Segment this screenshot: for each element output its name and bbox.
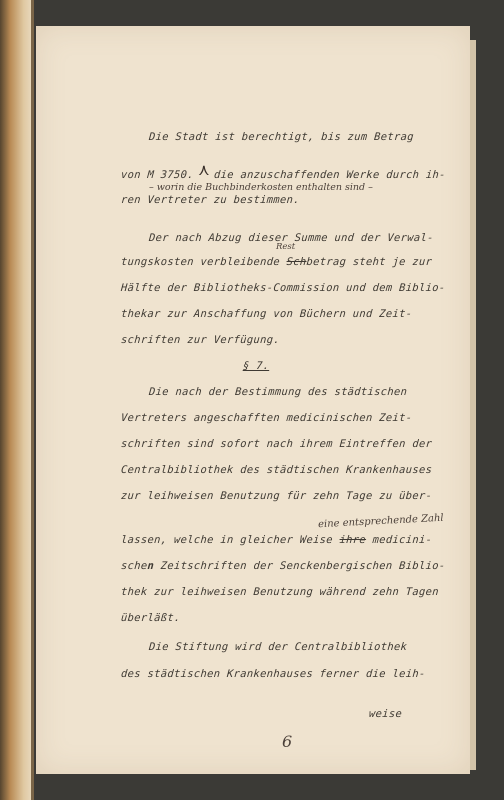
document-page	[36, 26, 470, 774]
text-fragment: tungskosten verbleibende	[120, 256, 287, 268]
text-line: schriften zur Verfügung.	[120, 334, 281, 346]
text-line	[121, 256, 433, 268]
text-line	[121, 534, 433, 546]
text-line: überläßt.	[120, 612, 182, 624]
text-line: Die nach der Bestimmung des städtischen	[148, 386, 408, 398]
handwritten-insertion: n	[147, 560, 155, 572]
handwritten-insertion: – worin die Buchbinderkosten enthalten sind –	[149, 182, 373, 193]
handwritten-correction: eine entsprechende Zahl	[317, 512, 444, 531]
text-fragment: medicini-	[365, 534, 433, 546]
text-line: schriften sind sofort nach ihrem Eintreffen der	[120, 438, 433, 450]
text-line: zur leihweisen Benutzung für zehn Tage zu über-	[120, 490, 433, 502]
sheet-shadow-edge	[470, 40, 476, 770]
insertion-caret-icon: ⋏	[198, 160, 210, 179]
text-fragment: Zeitschriften der Senckenbergischen Biblio-	[153, 560, 446, 572]
adjacent-page-edge	[0, 0, 34, 800]
text-line: Vertreters angeschafften medicinischen Zeit-	[120, 412, 413, 424]
text-line	[121, 169, 195, 181]
struck-text: Sch	[286, 256, 307, 268]
section-heading: § 7.	[242, 360, 270, 372]
text-line: ren Vertreter zu bestimmen.	[120, 194, 301, 206]
text-line: des städtischen Krankenhauses ferner die leih-	[120, 668, 427, 680]
text-fragment: lassen, welche in gleicher Weise	[120, 534, 340, 546]
text-fragment: betrag steht je zur	[306, 256, 433, 268]
text-line: Die Stadt ist berechtigt, bis zum Betrag	[148, 131, 415, 143]
text-fragment: von M 3750.	[120, 169, 195, 181]
text-fragment: sche	[120, 560, 148, 572]
text-line: Die Stiftung wird der Centralbibliothek	[148, 641, 408, 653]
handwritten-correction: Rest	[276, 242, 296, 252]
text-line	[121, 560, 446, 572]
text-line: Der nach Abzug dieser Summe und der Verwal-	[148, 232, 435, 244]
text-line: Centralbibliothek des städtischen Krankenhauses	[120, 464, 433, 476]
text-line: die anzuschaffenden Werke durch ih-	[213, 169, 447, 181]
text-line: Hälfte der Bibliotheks-Commission und dem Biblio-	[120, 282, 446, 294]
struck-text: ihre	[339, 534, 367, 546]
text-line: thekar zur Anschaffung von Büchern und Zeit-	[120, 308, 413, 320]
catchword: weise	[368, 708, 403, 720]
text-line: thek zur leihweisen Benutzung während zehn Tagen	[120, 586, 440, 598]
page-number: 6	[282, 732, 293, 751]
